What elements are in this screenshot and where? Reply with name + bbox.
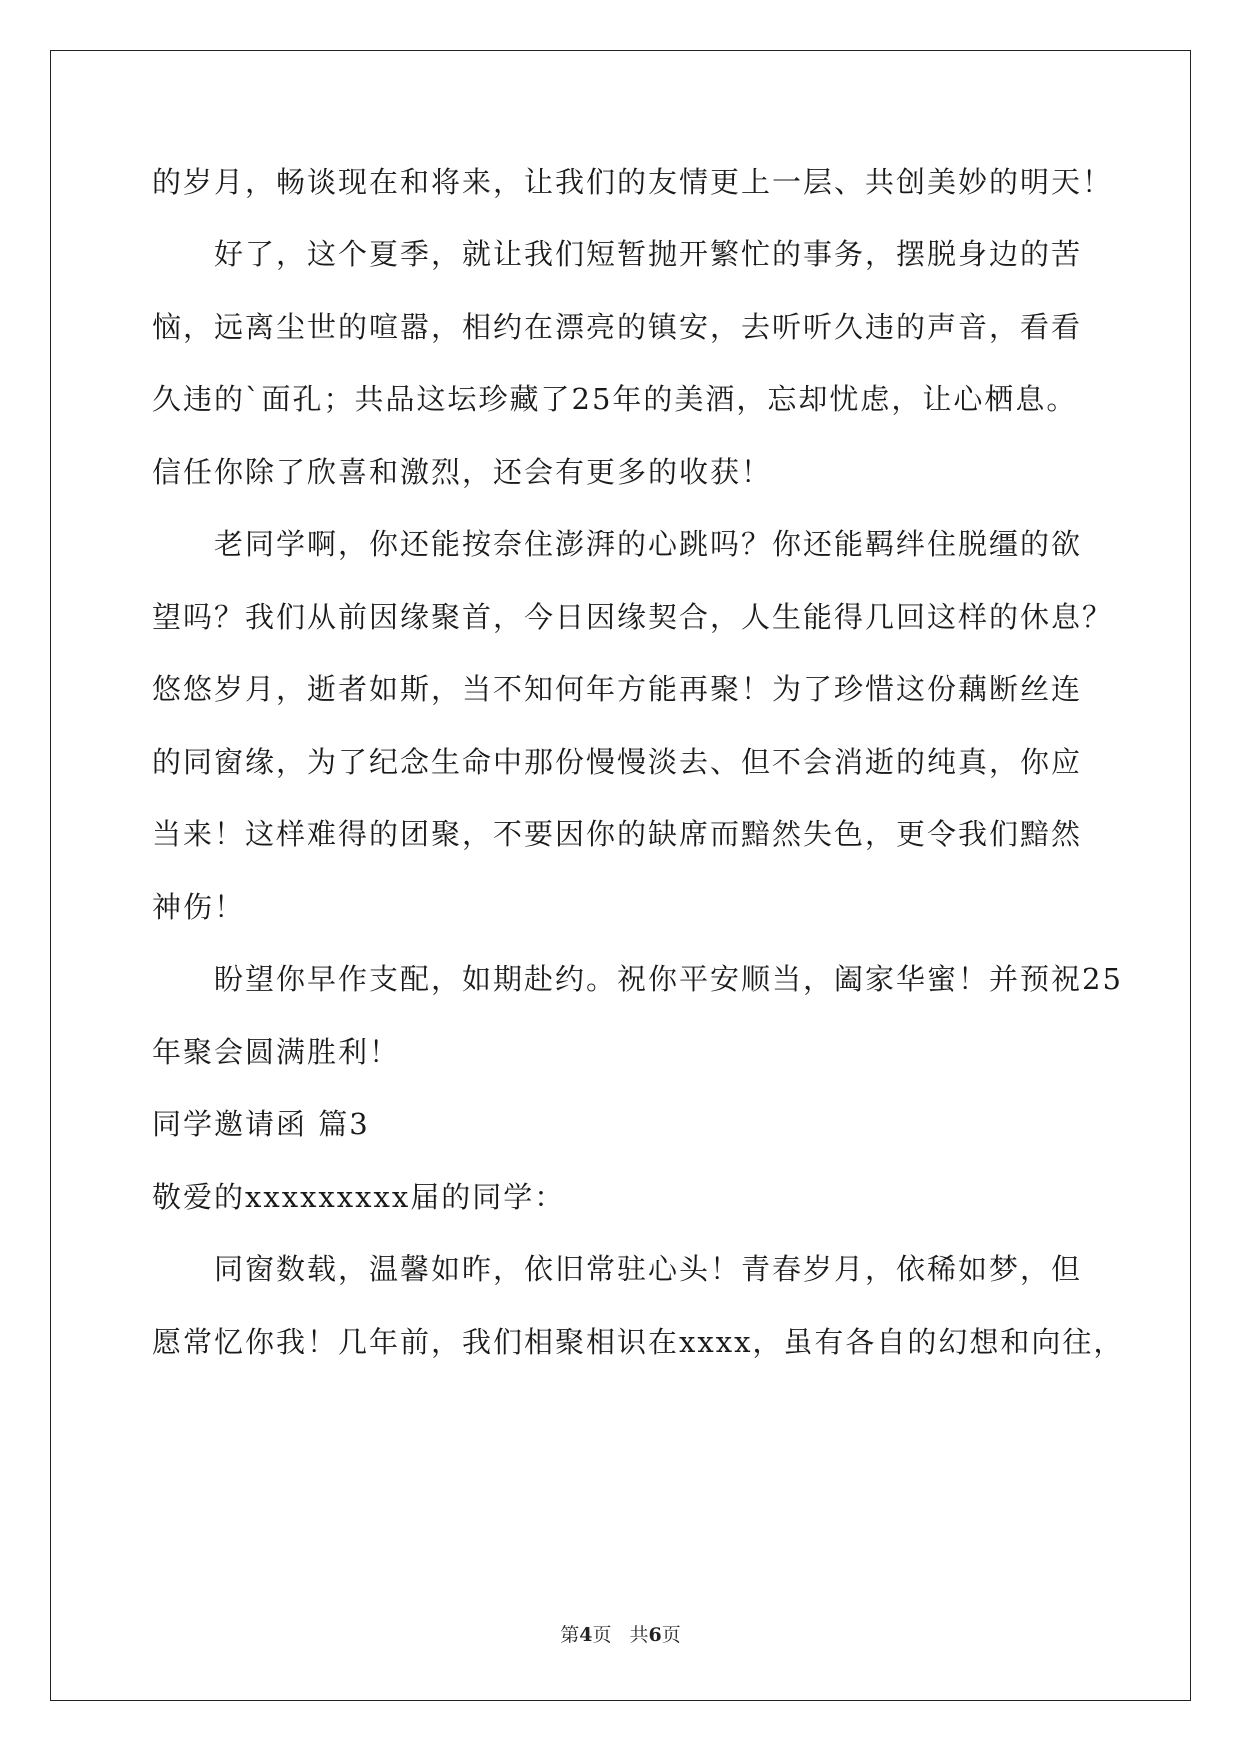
text-line: 信任你除了欣喜和激烈，还会有更多的收获！	[152, 455, 773, 489]
footer-prefix: 第	[560, 1624, 580, 1646]
current-page-number: 4	[579, 1624, 593, 1646]
total-pages-number: 6	[648, 1624, 662, 1646]
text-line: 当来！这样难得的团聚，不要因你的缺席而黯然失色，更令我们黯然	[152, 817, 1083, 851]
paragraph-line: 好了，这个夏季，就让我们短暂抛开繁忙的事务，摆脱身边的苦	[214, 237, 1083, 271]
text-line: 的同窗缘，为了纪念生命中那份慢慢淡去、但不会消逝的纯真，你应	[152, 745, 1083, 779]
text-line: 的岁月，畅谈现在和将来，让我们的友情更上一层、共创美妙的明天！	[152, 165, 1114, 199]
page-footer	[0, 1620, 1241, 1647]
text-line: 悠悠岁月，逝者如斯，当不知何年方能再聚！为了珍惜这份藕断丝连	[152, 672, 1083, 706]
text-line: 年聚会圆满胜利！	[152, 1035, 401, 1069]
text-line: 恼，远离尘世的喧嚣，相约在漂亮的镇安，去听听久违的声音，看看	[152, 310, 1083, 344]
paragraph-line: 盼望你早作支配，如期赴约。祝你平安顺当，阖家华蜜！并预祝25	[214, 962, 1123, 996]
text-line: 愿常忆你我！几年前，我们相聚相识在xxxx，虽有各自的幻想和向往，	[152, 1325, 1125, 1359]
text-line: 望吗？我们从前因缘聚首，今日因缘契合，人生能得几回这样的休息？	[152, 600, 1114, 634]
footer-total-prefix: 共	[629, 1624, 649, 1646]
footer-total-unit: 页	[661, 1624, 681, 1646]
paragraph-line: 老同学啊，你还能按奈住澎湃的心跳吗？你还能羁绊住脱缰的欲	[214, 527, 1083, 561]
salutation: 敬爱的xxxxxxxxx届的同学：	[152, 1180, 566, 1214]
page-border	[50, 50, 1191, 1701]
section-heading: 同学邀请函 篇3	[152, 1107, 370, 1141]
paragraph-line: 同窗数载，温馨如昨，依旧常驻心头！青春岁月，依稀如梦，但	[214, 1252, 1083, 1286]
text-line: 久违的`面孔；共品这坛珍藏了25年的美酒，忘却忧虑，让心栖息。	[152, 382, 1078, 416]
footer-page-unit: 页	[592, 1624, 612, 1646]
text-line: 神伤！	[152, 890, 246, 924]
